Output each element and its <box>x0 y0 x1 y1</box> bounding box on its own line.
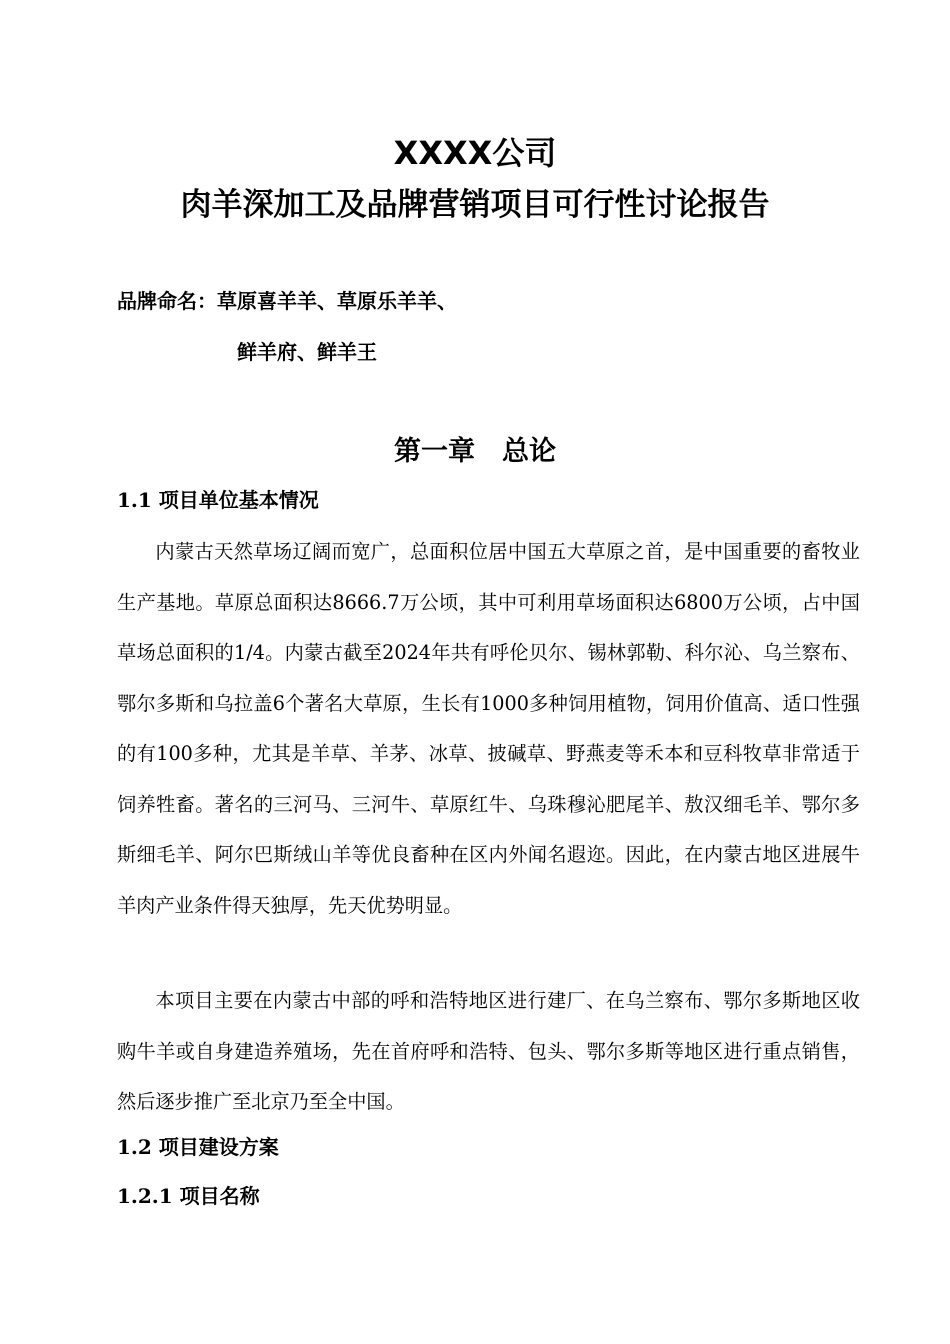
brand-names-line-1: 品牌命名：草原喜羊羊、草原乐羊羊、 <box>117 289 457 313</box>
section-heading-1-2: 1.2 项目建设方案 <box>117 1135 279 1159</box>
body-paragraph-1: 内蒙古天然草场辽阔而宽广，总面积位居中国五大草原之首，是中国重要的畜牧业生产基地。草原总面积达8666.7万公顷，其中可利用草场面积达6800万公顷，占中国草场总面积的1/4。内蒙古截至2024年共有呼伦贝尔、锡林郭勒、科尔沁、乌兰察布、鄂尔多斯和乌拉盖6个著名大草原，生长有1000多种饲用植物，饲用价值高、适口性强的有100多种，尤其是羊草、羊茅、冰草、披碱草、野燕麦等禾本和豆科牧草非常适于饲养牲畜。著名的三河马、三河牛、草原红牛、乌珠穆沁肥尾羊、敖汉细毛羊、鄂尔多斯细毛羊、阿尔巴斯绒山羊等优良畜种在区内外闻名遐迩。因此，在内蒙古地区进展牛羊肉产业条件得天独厚，先天优势明显。 <box>117 540 860 917</box>
chapter-title: 第一章 总论 <box>394 436 556 467</box>
report-title: 肉羊深加工及品牌营销项目可行性讨论报告 <box>180 187 770 223</box>
section-heading-1-2-1: 1.2.1 项目名称 <box>117 1184 260 1208</box>
company-title: XXXX公司 <box>393 134 557 172</box>
brand-names-line-2: 鲜羊府、鲜羊王 <box>237 340 377 364</box>
section-heading-1-1: 1.1 项目单位基本情况 <box>117 488 319 512</box>
document-title <box>0 128 950 230</box>
body-paragraph-2: 本项目主要在内蒙古中部的呼和浩特地区进行建厂、在乌兰察布、鄂尔多斯地区收购牛羊或自身建造养殖场，先在首府呼和浩特、包头、鄂尔多斯等地区进行重点销售，然后逐步推广至北京乃至全中国。 <box>117 989 860 1113</box>
